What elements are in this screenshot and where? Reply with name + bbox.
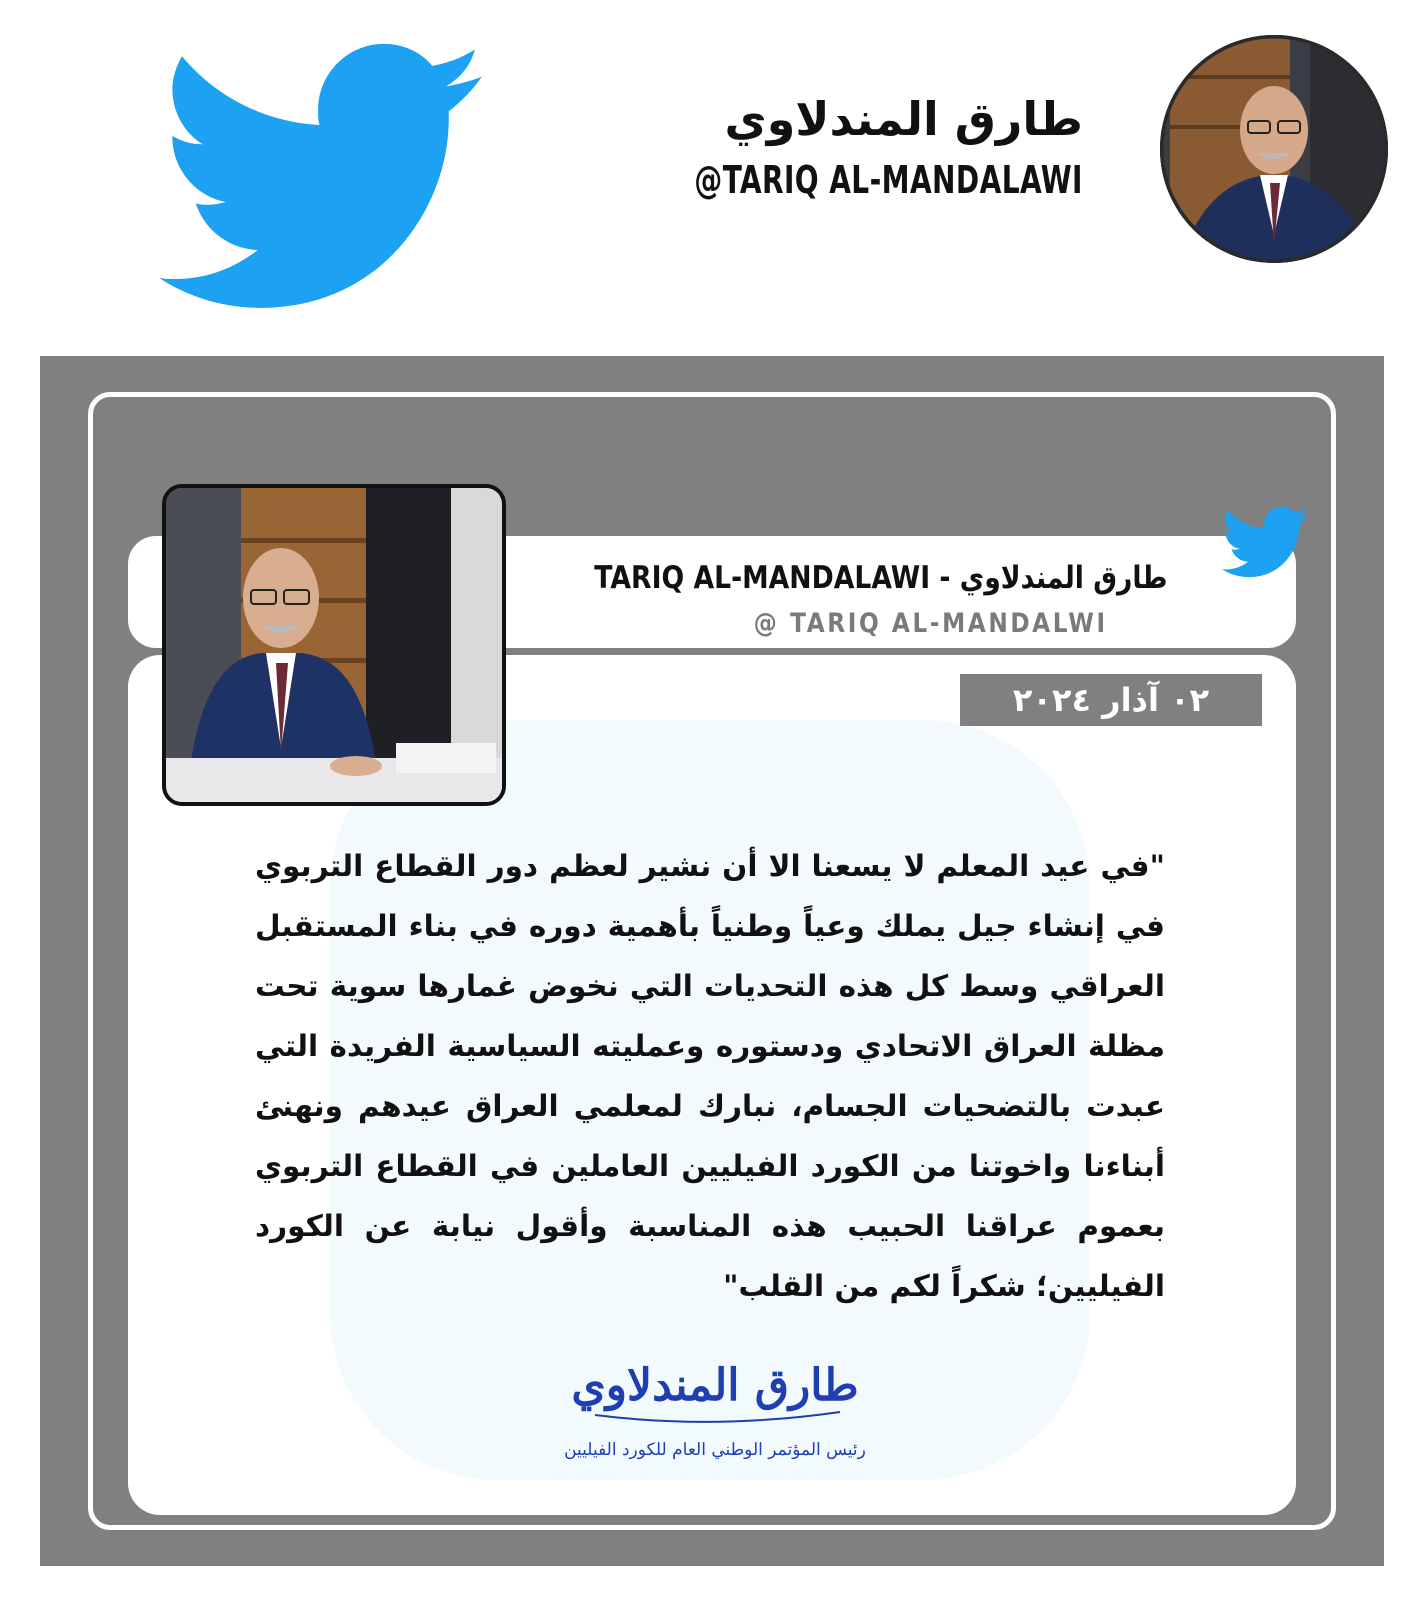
avatar: [1160, 35, 1388, 263]
svg-text:رئيس المؤتمر الوطني العام للكو: رئيس المؤتمر الوطني العام للكورد الفيليين: [564, 1440, 866, 1460]
post-date: ٠٢ آذار ٢٠٢٤: [960, 674, 1262, 726]
card-handle: @ TARIQ AL-MANDALWI: [753, 608, 1108, 639]
post-quote: "في عيد المعلم لا يسعنا الا أن نشير لعظم دور القطاع التربوي في إنشاء جيل يملك وعياً وطنياً بأهمية دوره في بناء المستقبل العراقي وسط كل هذه التحديات التي نخوض غمارها سوية تحت مظلة العراق الاتحادي ودستوره وعمليته السياسية الفريدة التي عبدت بالتضحيات الجسام، نبارك لمعلمي العراق عيدهم ونهنئ أبناءنا واخوتنا من الكورد الفيليين العاملين في القطاع التربوي بعموم عراقنا الحبيب هذه المناسبة وأقول نيابة عن الكورد الفيليين؛ شكراً لكم من القلب": [255, 849, 1165, 1303]
post-photo: [162, 484, 506, 806]
signature-logo: [555, 1330, 875, 1480]
header-name: طارق المندلاوي: [724, 92, 1083, 146]
twitter-bird-icon: [160, 40, 490, 320]
twitter-bird-icon-small: [1222, 505, 1310, 581]
header-handle: @TARIQ AL-MANDALAWI: [694, 158, 1083, 202]
card-name: TARIQ AL-MANDALAWI - طارق المندلاوي: [594, 560, 1168, 596]
svg-text:طارق المندلاوي: طارق المندلاوي: [571, 1360, 859, 1411]
